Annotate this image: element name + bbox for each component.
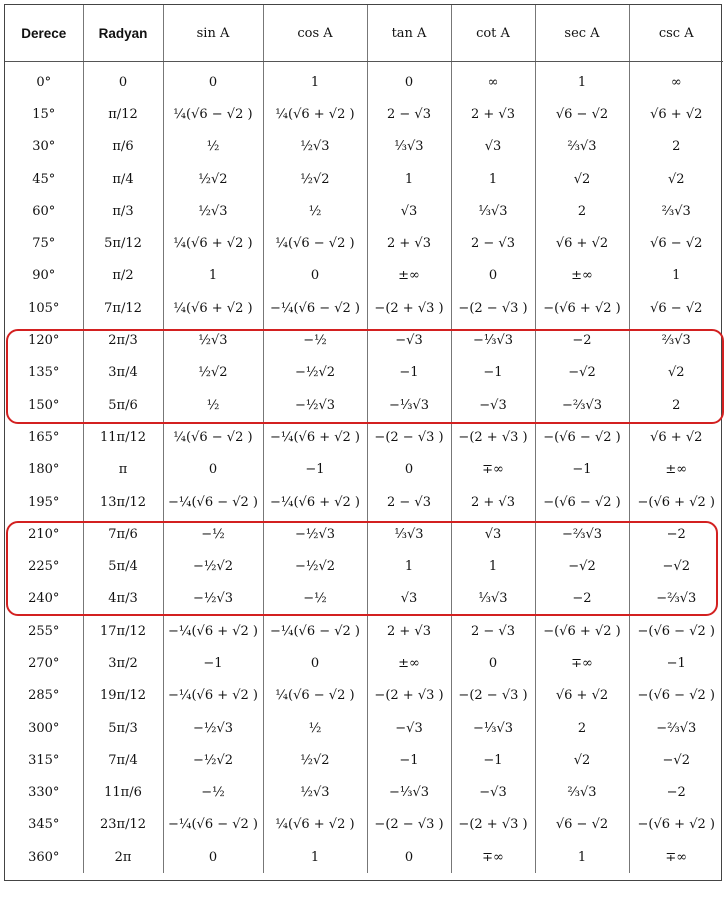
cell-tan: ⅓√3 (367, 131, 451, 163)
cell-sin: −½√3 (163, 712, 263, 744)
cell-radian: 7π/4 (83, 744, 163, 776)
cell-degree: 360° (28, 849, 60, 865)
cell-cos: −½√2 (263, 357, 367, 389)
table-body (5, 62, 723, 874)
cell-csc: −(√6 − √2 ) (629, 680, 723, 712)
cell-csc: √2 (629, 357, 723, 389)
cell-tan: 2 − √3 (367, 98, 451, 130)
cell-sec: −(√6 − √2 ) (535, 421, 629, 453)
cell-radian: 23π/12 (83, 809, 163, 841)
cell-csc: 2 (629, 389, 723, 421)
cell-cos: ½ (263, 195, 367, 227)
table-row (5, 583, 723, 615)
table-row (5, 809, 723, 841)
cell-radian: π/12 (83, 98, 163, 130)
cell-cot: 1 (451, 163, 535, 195)
cell-csc: √6 + √2 (629, 98, 723, 130)
cell-csc: −(√6 + √2 ) (629, 809, 723, 841)
cell-sin: −½√3 (163, 583, 263, 615)
cell-cot: 2 − √3 (451, 227, 535, 259)
cell-tan: ⅓√3 (367, 518, 451, 550)
cell-csc: √6 − √2 (629, 227, 723, 259)
cell-degree: 255° (28, 623, 60, 639)
cell-tan: −⅓√3 (367, 389, 451, 421)
cell-degree: 150° (28, 397, 60, 413)
cell-csc: ±∞ (629, 454, 723, 486)
table-row (5, 841, 723, 873)
cell-radian: 4π/3 (83, 583, 163, 615)
cell-degree: 165° (28, 429, 60, 445)
cell-radian: 5π/4 (83, 550, 163, 582)
cell-sin: ½√2 (163, 163, 263, 195)
table-row (5, 131, 723, 163)
cell-sin: −¼(√6 + √2 ) (163, 615, 263, 647)
cell-degree: 75° (32, 236, 56, 252)
table-row (5, 615, 723, 647)
table-row (5, 260, 723, 292)
cell-tan: ±∞ (367, 647, 451, 679)
cell-cot: ∓∞ (451, 841, 535, 873)
cell-cos: −½ (263, 583, 367, 615)
cell-cos: 1 (263, 841, 367, 873)
table-row (5, 647, 723, 679)
cell-sin: −½ (163, 777, 263, 809)
cell-radian: 7π/12 (83, 292, 163, 324)
table-row (5, 712, 723, 744)
cell-radian: 17π/12 (83, 615, 163, 647)
cell-cos: 1 (263, 62, 367, 99)
cell-sec: 1 (535, 841, 629, 873)
cell-degree: 330° (28, 785, 60, 801)
cell-sin: ½√3 (163, 324, 263, 356)
cell-degree: 180° (28, 462, 60, 478)
cell-radian: π/3 (83, 195, 163, 227)
cell-sec: −(√6 − √2 ) (535, 486, 629, 518)
cell-sin: ¼(√6 + √2 ) (163, 227, 263, 259)
header-tan: tan A (367, 5, 451, 62)
cell-radian: 2π (83, 841, 163, 873)
cell-sec: −2 (535, 324, 629, 356)
cell-sin: ¼(√6 − √2 ) (163, 421, 263, 453)
cell-tan: 1 (367, 163, 451, 195)
table-row (5, 98, 723, 130)
cell-sec: √6 − √2 (535, 809, 629, 841)
cell-cos: −¼(√6 − √2 ) (263, 292, 367, 324)
cell-tan: −1 (367, 744, 451, 776)
cell-cot: ⅓√3 (451, 583, 535, 615)
cell-sin: ½ (163, 131, 263, 163)
table-row (5, 454, 723, 486)
cell-sec: ∓∞ (535, 647, 629, 679)
cell-degree: 240° (28, 591, 60, 607)
cell-cot: −(2 − √3 ) (451, 680, 535, 712)
cell-degree: 15° (32, 106, 56, 122)
cell-radian: 3π/4 (83, 357, 163, 389)
cell-sin: 0 (163, 841, 263, 873)
cell-cos: −½√2 (263, 550, 367, 582)
table-row (5, 421, 723, 453)
cell-sec: ±∞ (535, 260, 629, 292)
cell-cot: −(2 − √3 ) (451, 292, 535, 324)
cell-tan: 1 (367, 550, 451, 582)
cell-cot: 1 (451, 550, 535, 582)
cell-degree: 120° (28, 333, 60, 349)
cell-cot: −⅓√3 (451, 712, 535, 744)
cell-csc: ∞ (629, 62, 723, 99)
cell-degree: 60° (32, 203, 56, 219)
table-row (5, 62, 723, 99)
cell-sin: 1 (163, 260, 263, 292)
cell-tan: √3 (367, 195, 451, 227)
cell-sin: −½√2 (163, 744, 263, 776)
cell-cot: ∓∞ (451, 454, 535, 486)
cell-sin: ½√3 (163, 195, 263, 227)
cell-csc: √6 + √2 (629, 421, 723, 453)
cell-degree: 345° (28, 817, 60, 833)
cell-radian: 19π/12 (83, 680, 163, 712)
cell-sin: −¼(√6 − √2 ) (163, 486, 263, 518)
cell-radian: π/4 (83, 163, 163, 195)
cell-sin: −½√2 (163, 550, 263, 582)
cell-csc: √2 (629, 163, 723, 195)
cell-cot: 0 (451, 647, 535, 679)
header-sin: sin A (163, 5, 263, 62)
cell-csc: −√2 (629, 550, 723, 582)
cell-cot: −√3 (451, 389, 535, 421)
cell-csc: −(√6 + √2 ) (629, 486, 723, 518)
table-row (5, 518, 723, 550)
cell-cot: 2 − √3 (451, 615, 535, 647)
cell-csc: −√2 (629, 744, 723, 776)
cell-tan: −(2 − √3 ) (367, 809, 451, 841)
cell-radian: 11π/6 (83, 777, 163, 809)
cell-radian: 3π/2 (83, 647, 163, 679)
cell-sec: −⅔√3 (535, 518, 629, 550)
cell-cos: ¼(√6 + √2 ) (263, 809, 367, 841)
cell-cos: ½√2 (263, 163, 367, 195)
cell-degree: 195° (28, 494, 60, 510)
cell-sec: −1 (535, 454, 629, 486)
cell-cos: 0 (263, 647, 367, 679)
cell-degree: 285° (28, 688, 60, 704)
table-row (5, 357, 723, 389)
cell-radian: 13π/12 (83, 486, 163, 518)
cell-radian: 11π/12 (83, 421, 163, 453)
cell-csc: −(√6 − √2 ) (629, 615, 723, 647)
cell-cos: −½ (263, 324, 367, 356)
cell-radian: 5π/12 (83, 227, 163, 259)
cell-degree: 30° (32, 139, 56, 155)
cell-tan: 0 (367, 454, 451, 486)
cell-tan: −⅓√3 (367, 777, 451, 809)
cell-cos: −1 (263, 454, 367, 486)
cell-sec: 2 (535, 712, 629, 744)
cell-sec: −√2 (535, 550, 629, 582)
cell-degree: 300° (28, 720, 60, 736)
cell-cot: −(2 + √3 ) (451, 809, 535, 841)
cell-radian: 5π/3 (83, 712, 163, 744)
table-row (5, 550, 723, 582)
cell-sec: √6 − √2 (535, 98, 629, 130)
cell-cos: ½√2 (263, 744, 367, 776)
table-row (5, 227, 723, 259)
cell-radian: 2π/3 (83, 324, 163, 356)
cell-radian: π/6 (83, 131, 163, 163)
cell-tan: −√3 (367, 324, 451, 356)
cell-sin: ¼(√6 − √2 ) (163, 98, 263, 130)
trig-table-frame (4, 4, 722, 881)
cell-sec: −(√6 + √2 ) (535, 292, 629, 324)
cell-cos: −¼(√6 + √2 ) (263, 421, 367, 453)
cell-csc: −2 (629, 777, 723, 809)
cell-cos: ½ (263, 712, 367, 744)
cell-sec: ⅔√3 (535, 131, 629, 163)
cell-sin: ½√2 (163, 357, 263, 389)
cell-sin: 0 (163, 62, 263, 99)
cell-cos: −½√3 (263, 518, 367, 550)
cell-degree: 270° (28, 655, 60, 671)
cell-csc: ∓∞ (629, 841, 723, 873)
cell-cos: ¼(√6 + √2 ) (263, 98, 367, 130)
cell-tan: √3 (367, 583, 451, 615)
cell-degree: 105° (28, 300, 60, 316)
header-row (5, 5, 723, 62)
table-row (5, 389, 723, 421)
table-row (5, 324, 723, 356)
cell-sin: −¼(√6 + √2 ) (163, 680, 263, 712)
cell-cot: −1 (451, 744, 535, 776)
cell-cot: √3 (451, 131, 535, 163)
cell-csc: −2 (629, 518, 723, 550)
cell-sec: 1 (535, 62, 629, 99)
cell-cos: ½√3 (263, 131, 367, 163)
trig-values-table (5, 5, 723, 873)
cell-cos: −½√3 (263, 389, 367, 421)
header-derece: Derece (5, 5, 83, 62)
cell-radian: π (83, 454, 163, 486)
header-radyan: Radyan (83, 5, 163, 62)
cell-csc: −⅔√3 (629, 712, 723, 744)
cell-tan: −√3 (367, 712, 451, 744)
cell-degree: 135° (28, 365, 60, 381)
cell-tan: 2 + √3 (367, 227, 451, 259)
cell-sin: ¼(√6 + √2 ) (163, 292, 263, 324)
cell-sec: √6 + √2 (535, 680, 629, 712)
cell-csc: 2 (629, 131, 723, 163)
cell-cos: −¼(√6 + √2 ) (263, 486, 367, 518)
cell-cos: ½√3 (263, 777, 367, 809)
header-sec: sec A (535, 5, 629, 62)
cell-cot: −1 (451, 357, 535, 389)
table-row (5, 777, 723, 809)
cell-cot: 2 + √3 (451, 486, 535, 518)
cell-degree: 90° (32, 268, 56, 284)
cell-csc: 1 (629, 260, 723, 292)
cell-sec: √6 + √2 (535, 227, 629, 259)
cell-csc: ⅔√3 (629, 324, 723, 356)
header-cos: cos A (263, 5, 367, 62)
cell-radian: 0 (83, 62, 163, 99)
cell-sin: 0 (163, 454, 263, 486)
table-row (5, 163, 723, 195)
table-row (5, 680, 723, 712)
cell-sec: −(√6 + √2 ) (535, 615, 629, 647)
cell-cos: 0 (263, 260, 367, 292)
cell-sec: −2 (535, 583, 629, 615)
cell-sec: −√2 (535, 357, 629, 389)
cell-cot: ⅓√3 (451, 195, 535, 227)
cell-degree: 0° (36, 74, 52, 90)
cell-sec: −⅔√3 (535, 389, 629, 421)
cell-degree: 315° (28, 752, 60, 768)
header-cot: cot A (451, 5, 535, 62)
cell-tan: ±∞ (367, 260, 451, 292)
cell-csc: √6 − √2 (629, 292, 723, 324)
cell-radian: 5π/6 (83, 389, 163, 421)
cell-sin: ½ (163, 389, 263, 421)
cell-csc: −1 (629, 647, 723, 679)
cell-cot: −⅓√3 (451, 324, 535, 356)
cell-tan: 0 (367, 62, 451, 99)
cell-radian: π/2 (83, 260, 163, 292)
cell-sin: −1 (163, 647, 263, 679)
table-row (5, 195, 723, 227)
cell-sec: √2 (535, 744, 629, 776)
cell-sin: −½ (163, 518, 263, 550)
cell-cos: ¼(√6 − √2 ) (263, 680, 367, 712)
cell-cos: −¼(√6 − √2 ) (263, 615, 367, 647)
cell-degree: 45° (32, 171, 56, 187)
cell-cot: −(2 + √3 ) (451, 421, 535, 453)
cell-cot: 2 + √3 (451, 98, 535, 130)
cell-cot: −√3 (451, 777, 535, 809)
cell-tan: 0 (367, 841, 451, 873)
cell-radian: 7π/6 (83, 518, 163, 550)
cell-sin: −¼(√6 − √2 ) (163, 809, 263, 841)
header-csc: csc A (629, 5, 723, 62)
table-row (5, 292, 723, 324)
cell-cot: 0 (451, 260, 535, 292)
cell-degree: 225° (28, 559, 60, 575)
cell-sec: ⅔√3 (535, 777, 629, 809)
cell-tan: −1 (367, 357, 451, 389)
cell-tan: −(2 + √3 ) (367, 292, 451, 324)
cell-cos: ¼(√6 − √2 ) (263, 227, 367, 259)
cell-degree: 210° (28, 526, 60, 542)
cell-csc: −⅔√3 (629, 583, 723, 615)
cell-tan: 2 + √3 (367, 615, 451, 647)
cell-tan: −(2 − √3 ) (367, 421, 451, 453)
table-row (5, 744, 723, 776)
cell-cot: √3 (451, 518, 535, 550)
table-row (5, 486, 723, 518)
cell-csc: ⅔√3 (629, 195, 723, 227)
cell-tan: 2 − √3 (367, 486, 451, 518)
cell-tan: −(2 + √3 ) (367, 680, 451, 712)
cell-sec: 2 (535, 195, 629, 227)
cell-sec: √2 (535, 163, 629, 195)
cell-cot: ∞ (451, 62, 535, 99)
